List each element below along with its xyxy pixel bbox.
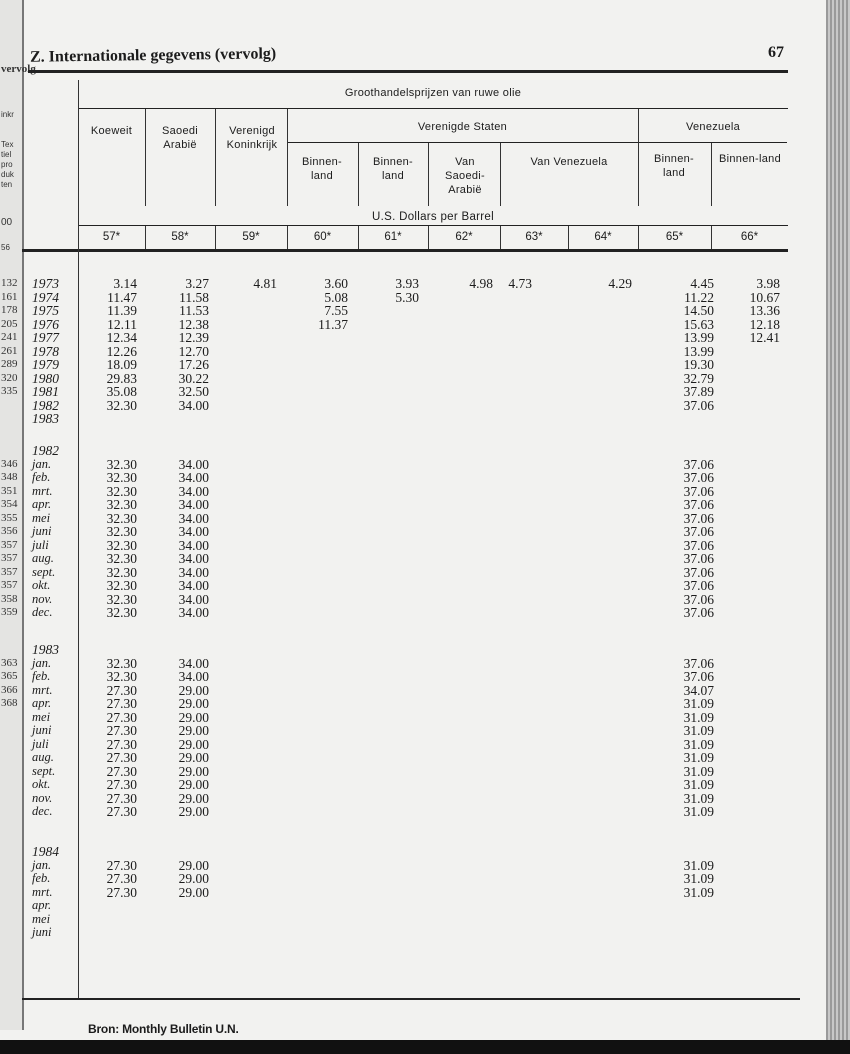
cell-value: 37.06	[683, 605, 714, 620]
cell-value: 11.37	[318, 316, 348, 332]
row-label: mrt.	[32, 884, 53, 899]
cell-value: 10.67	[749, 289, 780, 305]
cell-value: 15.63	[683, 316, 714, 332]
cell-value: 29.00	[178, 857, 209, 873]
section-heading-row	[0, 444, 826, 458]
cell-value: 3.14	[113, 276, 137, 291]
prev-page-margin-value: 363	[1, 656, 18, 669]
cell-value: 12.70	[178, 343, 209, 359]
cell-value: 7.55	[324, 303, 348, 318]
cell-value: 5.30	[395, 289, 419, 305]
col-divider	[145, 109, 146, 206]
cell-value: 34.00	[178, 578, 209, 593]
cell-value: 12.34	[106, 330, 137, 345]
cell-value: 27.30	[106, 696, 137, 711]
row-label: jan.	[32, 655, 52, 670]
row-label: 1979	[32, 357, 59, 372]
unit-label: U.S. Dollars per Barrel	[372, 211, 494, 223]
cell-value: 32.30	[106, 497, 137, 512]
table-row	[0, 412, 826, 426]
page-number: 67	[768, 44, 784, 61]
prev-page-margin-value: 348	[1, 471, 18, 483]
table-row	[0, 778, 826, 792]
row-label: okt.	[32, 578, 51, 592]
cell-value: 5.08	[324, 289, 348, 305]
table-section	[0, 444, 826, 620]
table-row	[0, 859, 826, 873]
prev-page-header: vervolg	[1, 63, 36, 75]
prev-page-margin-value: 178	[1, 304, 18, 316]
table-row	[0, 304, 826, 318]
cell-value: 13.36	[749, 303, 780, 318]
group-venezuela: Venezuela	[685, 121, 741, 133]
prev-page-margin-value: 365	[1, 670, 18, 682]
prev-page-margin-value: 357	[1, 552, 18, 564]
cell-value: 14.50	[683, 303, 714, 318]
prev-page-margin-value: 366	[1, 683, 18, 696]
row-label: jan.	[32, 456, 52, 471]
col-divider	[428, 143, 429, 206]
cell-value: 32.30	[106, 591, 137, 607]
cell-value: 31.09	[683, 884, 714, 900]
col-divider	[215, 109, 216, 206]
cell-value: 17.26	[178, 357, 209, 372]
cell-value: 31.09	[683, 857, 714, 873]
cell-value: 34.00	[178, 591, 209, 607]
cell-value: 4.81	[253, 276, 277, 291]
column-code: 60*	[313, 231, 332, 243]
row-label: 1974	[32, 289, 59, 305]
column-code: 57*	[102, 231, 121, 243]
table-row	[0, 805, 826, 819]
row-label: 1976	[32, 316, 59, 332]
cell-value: 29.00	[178, 871, 209, 886]
table-row	[0, 593, 826, 607]
prev-page-margin-value: 357	[1, 565, 18, 578]
row-label: juni	[32, 925, 52, 939]
table-row	[0, 498, 826, 512]
section-year: 1983	[32, 642, 59, 657]
prev-page-margin-value: 346	[1, 457, 18, 470]
cell-value: 27.30	[106, 709, 137, 725]
table-row	[0, 291, 826, 305]
column-code: 64*	[594, 231, 612, 243]
cell-value: 4.98	[469, 276, 493, 291]
prev-page-code-b: 56	[1, 243, 10, 252]
cell-value: 29.00	[178, 790, 209, 806]
subheader-rule	[287, 142, 787, 143]
row-label: dec.	[32, 804, 53, 818]
prev-page-margin-value: 161	[1, 290, 18, 303]
table-row	[0, 372, 826, 386]
row-label: 1981	[32, 384, 59, 399]
row-label: mei	[32, 510, 51, 525]
row-label: juli	[32, 736, 49, 751]
cell-value: 11.22	[684, 289, 714, 305]
cell-value: 32.30	[106, 470, 137, 485]
col-header-venezuela-binnenland: Binnen-land	[653, 153, 694, 179]
row-label: 1983	[32, 411, 59, 426]
cell-value: 32.50	[178, 384, 209, 399]
table-row	[0, 872, 826, 886]
cell-value: 34.00	[178, 510, 209, 526]
cell-value: 37.06	[683, 655, 714, 671]
col-divider	[358, 143, 359, 206]
table-row	[0, 697, 826, 711]
cell-value: 4.73	[508, 276, 532, 291]
prev-page-margin-value: 355	[1, 511, 18, 524]
col-header-van-venezuela: Van Venezuela	[530, 156, 608, 168]
cell-value: 27.30	[106, 682, 137, 698]
cell-value: 27.30	[106, 750, 137, 765]
cell-value: 37.06	[683, 510, 714, 526]
cell-value: 31.09	[683, 696, 714, 711]
cell-value: 37.06	[683, 456, 714, 472]
row-label: mei	[32, 911, 51, 926]
table-row	[0, 670, 826, 684]
cell-value: 37.06	[683, 591, 714, 607]
cell-value: 4.45	[690, 276, 714, 291]
section-year: 1984	[32, 844, 59, 859]
cell-value: 32.30	[106, 483, 137, 499]
prev-page-margin-value: 368	[1, 697, 18, 709]
cell-value: 34.00	[178, 397, 209, 413]
cell-value: 11.58	[179, 289, 209, 305]
cell-value: 30.22	[178, 370, 209, 386]
cell-value: 27.30	[106, 777, 137, 792]
table-row	[0, 385, 826, 399]
cell-value: 12.11	[107, 316, 137, 332]
table-row	[0, 458, 826, 472]
cell-value: 12.18	[749, 316, 780, 332]
cell-value: 34.00	[178, 551, 209, 566]
table-row	[0, 792, 826, 806]
cell-value: 12.39	[178, 330, 209, 345]
table-row	[0, 318, 826, 332]
row-label: 1977	[32, 330, 59, 345]
col-header-van-saoedi-arabie: Van Saoedi-Arabië	[444, 156, 485, 196]
column-code: 63*	[525, 231, 543, 243]
table-row	[0, 552, 826, 566]
cell-value: 31.09	[683, 804, 714, 819]
cell-value: 34.00	[178, 655, 209, 671]
cell-value: 37.06	[683, 564, 714, 580]
row-label: juni	[32, 723, 52, 737]
unit-rule	[78, 225, 788, 226]
header-rule	[78, 108, 788, 109]
section-heading-row	[0, 643, 826, 657]
row-label: aug.	[32, 551, 54, 565]
table-section	[0, 643, 826, 819]
table-row	[0, 913, 826, 927]
prev-page-margin-value: 132	[1, 277, 18, 289]
cell-value: 29.00	[178, 682, 209, 698]
col-header-us-binnenland: Binnen-land	[301, 156, 342, 182]
prev-page-margin-value: 261	[1, 344, 18, 357]
cell-value: 11.53	[179, 303, 209, 318]
table-row	[0, 579, 826, 593]
cell-value: 3.98	[756, 276, 780, 291]
cell-value: 32.30	[106, 564, 137, 580]
prev-page-margin-value: 359	[1, 606, 18, 618]
row-label: 1980	[32, 370, 59, 386]
row-label: feb.	[32, 470, 51, 484]
cell-value: 29.00	[178, 709, 209, 725]
row-label: mrt.	[32, 483, 53, 498]
cell-value: 37.06	[683, 497, 714, 512]
cell-value: 34.00	[178, 470, 209, 485]
prev-page-margin-value: 320	[1, 371, 18, 384]
table-row	[0, 684, 826, 698]
column-code: 66*	[740, 231, 759, 243]
cell-value: 35.08	[106, 384, 137, 399]
table-bottom-rule	[22, 998, 800, 1000]
prev-page-margin-value: 335	[1, 385, 18, 397]
row-label: aug.	[32, 750, 54, 764]
table-row	[0, 566, 826, 580]
prev-page-margin-value: 356	[1, 525, 18, 537]
row-label: okt.	[32, 777, 51, 791]
table-title: Groothandelsprijzen van ruwe olie	[344, 87, 522, 99]
row-label: juli	[32, 537, 49, 552]
cell-value: 32.30	[106, 397, 137, 413]
col-header-venezuela-binnenland-2: Binnen-land	[718, 153, 781, 165]
table-row	[0, 539, 826, 553]
row-label: jan.	[32, 857, 52, 872]
row-label: mei	[32, 709, 51, 724]
column-code: 65*	[665, 231, 684, 243]
section-year: 1982	[32, 443, 59, 458]
row-label: dec.	[32, 605, 53, 619]
cell-value: 27.30	[106, 884, 137, 900]
prev-page-margin-value: 241	[1, 331, 18, 343]
cell-value: 27.30	[106, 871, 137, 886]
cell-value: 32.30	[106, 605, 137, 620]
cell-value: 13.99	[683, 343, 714, 359]
table-row	[0, 886, 826, 900]
cell-value: 29.83	[106, 370, 137, 386]
cell-value: 32.30	[106, 524, 137, 539]
cell-value: 37.06	[683, 578, 714, 593]
cell-value: 37.06	[683, 537, 714, 553]
cell-value: 31.09	[683, 777, 714, 792]
col-header-verenigd-koninkrijk: Verenigd Koninkrijk	[226, 125, 278, 151]
group-us: Verenigde Staten	[417, 121, 508, 133]
cell-value: 29.00	[178, 736, 209, 752]
prev-page-col1: inkr	[1, 110, 14, 119]
cell-value: 34.00	[178, 497, 209, 512]
cell-value: 11.47	[107, 289, 137, 305]
row-label: nov.	[32, 591, 53, 606]
cell-value: 34.00	[178, 564, 209, 580]
cell-value: 29.00	[178, 884, 209, 900]
table-row	[0, 512, 826, 526]
cell-value: 11.39	[107, 303, 137, 318]
table-row	[0, 738, 826, 752]
column-code: 61*	[384, 231, 402, 243]
table-row	[0, 345, 826, 359]
cell-value: 12.38	[178, 316, 209, 332]
cell-value: 37.06	[683, 397, 714, 413]
table-row	[0, 331, 826, 345]
prev-page-margin-value: 354	[1, 498, 18, 510]
cell-value: 13.99	[683, 330, 714, 345]
table-row	[0, 724, 826, 738]
cell-value: 27.30	[106, 857, 137, 873]
prev-page-margin-value: 358	[1, 592, 18, 605]
row-label: juni	[32, 524, 52, 538]
table-row	[0, 765, 826, 779]
cell-value: 37.06	[683, 669, 714, 684]
cell-value: 12.41	[749, 330, 780, 345]
table-row	[0, 711, 826, 725]
cell-value: 12.26	[106, 343, 137, 359]
cell-value: 31.09	[683, 723, 714, 738]
cell-value: 32.30	[106, 578, 137, 593]
cell-value: 31.09	[683, 871, 714, 886]
table-top-rule	[28, 70, 788, 73]
code-rule	[22, 249, 788, 252]
cell-value: 27.30	[106, 736, 137, 752]
cell-value: 32.30	[106, 510, 137, 526]
cell-value: 31.09	[683, 709, 714, 725]
row-label: sept.	[32, 564, 56, 579]
prev-page-margin-value: 289	[1, 358, 18, 370]
table-row	[0, 277, 826, 291]
cell-value: 32.30	[106, 551, 137, 566]
cell-value: 32.30	[106, 537, 137, 553]
row-label: 1975	[32, 303, 59, 318]
col-header-us-binnenland-2: Binnen-land	[372, 156, 413, 182]
row-label: nov.	[32, 790, 53, 805]
col-header-saoedi-arabie: Saoedi Arabië	[161, 125, 199, 151]
page-title: Z. Internationale gegevens (vervolg)	[29, 45, 277, 66]
table-row	[0, 471, 826, 485]
prev-page-margin-value: 205	[1, 317, 18, 330]
cell-value: 27.30	[106, 790, 137, 806]
source-note: Bron: Monthly Bulletin U.N.	[88, 1022, 239, 1036]
row-label: sept.	[32, 763, 56, 778]
table-row	[0, 525, 826, 539]
book-binding-edge	[826, 0, 850, 1040]
cell-value: 19.30	[683, 357, 714, 372]
table-row	[0, 485, 826, 499]
cell-value: 29.00	[178, 723, 209, 738]
column-code: 62*	[455, 231, 473, 243]
cell-value: 34.00	[178, 537, 209, 553]
table-section	[0, 845, 826, 940]
cell-value: 34.07	[683, 682, 714, 698]
table-row	[0, 399, 826, 413]
row-label: feb.	[32, 669, 51, 683]
cell-value: 37.06	[683, 524, 714, 539]
row-label: apr.	[32, 898, 52, 912]
scan-background	[0, 1040, 850, 1054]
cell-value: 37.06	[683, 483, 714, 499]
cell-value: 34.00	[178, 483, 209, 499]
row-label: 1982	[32, 397, 59, 413]
col-header-koeweit: Koeweit	[90, 125, 133, 137]
table-row	[0, 358, 826, 372]
table-section	[0, 277, 826, 426]
table-row	[0, 657, 826, 671]
cell-value: 34.00	[178, 669, 209, 684]
cell-value: 34.00	[178, 524, 209, 539]
cell-value: 18.09	[106, 357, 137, 372]
cell-value: 31.09	[683, 790, 714, 806]
table-row	[0, 926, 826, 940]
row-label: apr.	[32, 497, 52, 511]
cell-value: 29.00	[178, 750, 209, 765]
cell-value: 4.29	[608, 276, 632, 291]
cell-value: 34.00	[178, 605, 209, 620]
cell-value: 32.30	[106, 655, 137, 671]
section-heading-row	[0, 845, 826, 859]
cell-value: 29.00	[178, 763, 209, 779]
cell-value: 3.27	[185, 276, 209, 291]
table-row	[0, 606, 826, 620]
cell-value: 37.06	[683, 470, 714, 485]
row-label: 1978	[32, 343, 59, 359]
cell-value: 27.30	[106, 723, 137, 738]
col-divider	[711, 143, 712, 206]
cell-value: 34.00	[178, 456, 209, 472]
cell-value: 27.30	[106, 804, 137, 819]
cell-value: 29.00	[178, 696, 209, 711]
prev-page-margin-value: 351	[1, 484, 18, 497]
row-label: 1973	[32, 276, 59, 291]
cell-value: 31.09	[683, 763, 714, 779]
column-code: 58*	[171, 231, 189, 243]
cell-value: 27.30	[106, 763, 137, 779]
cell-value: 3.60	[324, 276, 348, 291]
prev-page-col2: Tex tiel pro duk ten	[1, 140, 14, 189]
prev-page-code-a: 00	[1, 217, 13, 228]
prev-page-margin-value: 357	[1, 538, 18, 551]
cell-value: 31.09	[683, 750, 714, 765]
row-label: mrt.	[32, 682, 53, 697]
cell-value: 3.93	[395, 276, 419, 291]
cell-value: 32.79	[683, 370, 714, 386]
cell-value: 37.89	[683, 384, 714, 399]
cell-value: 32.30	[106, 669, 137, 684]
cell-value: 29.00	[178, 804, 209, 819]
row-label: feb.	[32, 871, 51, 885]
prev-page-margin-value: 357	[1, 579, 18, 591]
column-code: 59*	[242, 231, 260, 243]
table-row	[0, 751, 826, 765]
cell-value: 32.30	[106, 456, 137, 472]
col-divider	[500, 143, 501, 206]
cell-value: 31.09	[683, 736, 714, 752]
row-label: apr.	[32, 696, 52, 710]
cell-value: 29.00	[178, 777, 209, 792]
table-row	[0, 899, 826, 913]
cell-value: 37.06	[683, 551, 714, 566]
